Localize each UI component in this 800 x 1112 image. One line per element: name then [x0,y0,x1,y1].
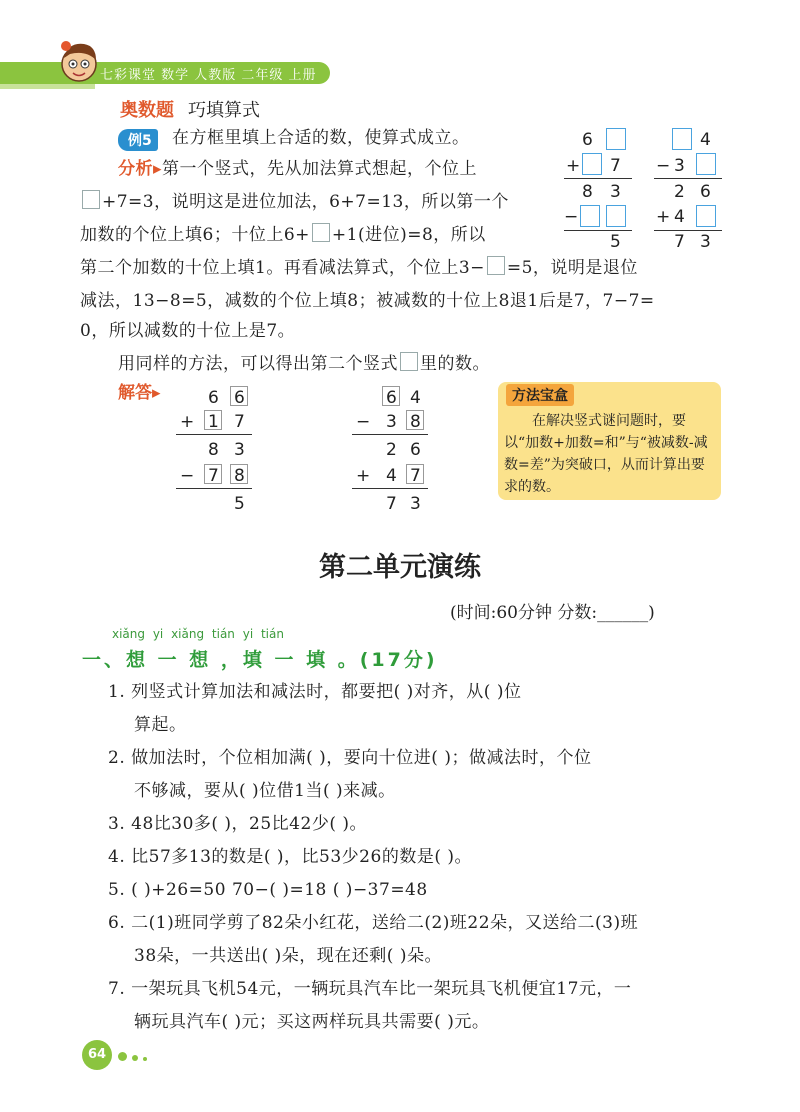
page-dot-1 [118,1052,127,1061]
answer-box [672,128,692,150]
blank-box [312,223,330,242]
question-3: 3. 48比30多( )，25比42少( )。 [108,814,367,834]
question-6: 6. 二(1)班同学剪了82朵小红花，送给二(2)班22朵，又送给二(3)班 [108,913,639,933]
section-subtitle: 巧填算式 [188,100,260,121]
time-score: (时间:60分钟 分数:______) [450,603,655,623]
method-tip-title: 方法宝盒 [506,384,574,406]
method-tip-text: 在解决竖式谜问题时，要以“加数+加数=和”与“被减数-减数=差”为突破口，从而计算出要求的数。 [504,413,708,495]
question-1: 1. 列竖式计算加法和减法时，都要把( )对齐，从( )位 [108,682,522,702]
question-7-cont: 辆玩具汽车( )元；买这两样玩具共需要( )元。 [134,1012,490,1032]
question-5: 5. ( )+26=50 70−( )=18 ( )−37=48 [108,880,428,900]
analysis-line-1: 分析▸第一个竖式，先从加法算式想起，个位上 [118,159,478,179]
blank-box [487,256,505,275]
answer-box [606,128,626,150]
blank-box [400,352,418,371]
answer-box [580,205,600,227]
answer-box [696,153,716,175]
blank-box [82,190,100,209]
section-title [120,96,260,122]
example-problem: 在方框里填上合适的数，使算式成立。 [172,128,470,148]
page-dot-3 [143,1057,147,1061]
analysis-label: 分析 [118,159,153,179]
mascot-icon [56,38,102,88]
part1-heading: 一、想 一 想 ，填 一 填 。(17分) [82,649,438,671]
answer-label-wrap: 解答▸ [118,383,161,403]
analysis-line-7: 用同样的方法，可以得出第二个竖式 里的数。 [118,354,490,374]
answer-box [606,205,626,227]
question-2: 2. 做加法时，个位相加满( )，要向十位进( )；做减法时，个位 [108,748,592,768]
answer-box [696,205,716,227]
answer-label: 解答 [118,383,152,403]
question-4: 4. 比57多13的数是( )，比53少26的数是( )。 [108,847,472,867]
example-badge: 例5 [118,129,158,151]
question-2-cont: 不够减，要从( )位借1当( )来减。 [134,781,396,801]
analysis-line-4: 第二个加数的十位上填1。再看减法算式，个位上3− =5，说明是退位 [80,258,638,278]
analysis-line-3: 加数的个位上填6；十位上6+ +1(进位)=8，所以 [80,225,486,245]
page-dot-2 [132,1055,138,1061]
page-number: 64 [82,1040,112,1070]
question-1-cont: 算起。 [134,715,187,735]
analysis-line-5: 减法，13−8=5，减数的个位上填8；被减数的十位上8退1后是7，7−7= [80,291,655,311]
answer-box [582,153,602,175]
unit-title: 第二单元演练 [319,552,481,583]
question-7: 7. 一架玩具飞机54元，一辆玩具汽车比一架玩具飞机便宜17元，一 [108,979,632,999]
header-title: 七彩课堂 数学 人教版 二年级 上册 [100,68,317,83]
analysis-line-6: 0，所以减数的十位上是7。 [80,321,296,341]
section-tag: 奥数题 [120,100,174,121]
question-6-cont: 38朵，一共送出( )朵，现在还剩( )朵。 [134,946,442,966]
analysis-line-2: +7=3，说明这是进位加法，6+7=13，所以第一个 [80,189,550,215]
part1-pinyin: xiǎng yi xiǎng tián yi tián [112,627,284,641]
